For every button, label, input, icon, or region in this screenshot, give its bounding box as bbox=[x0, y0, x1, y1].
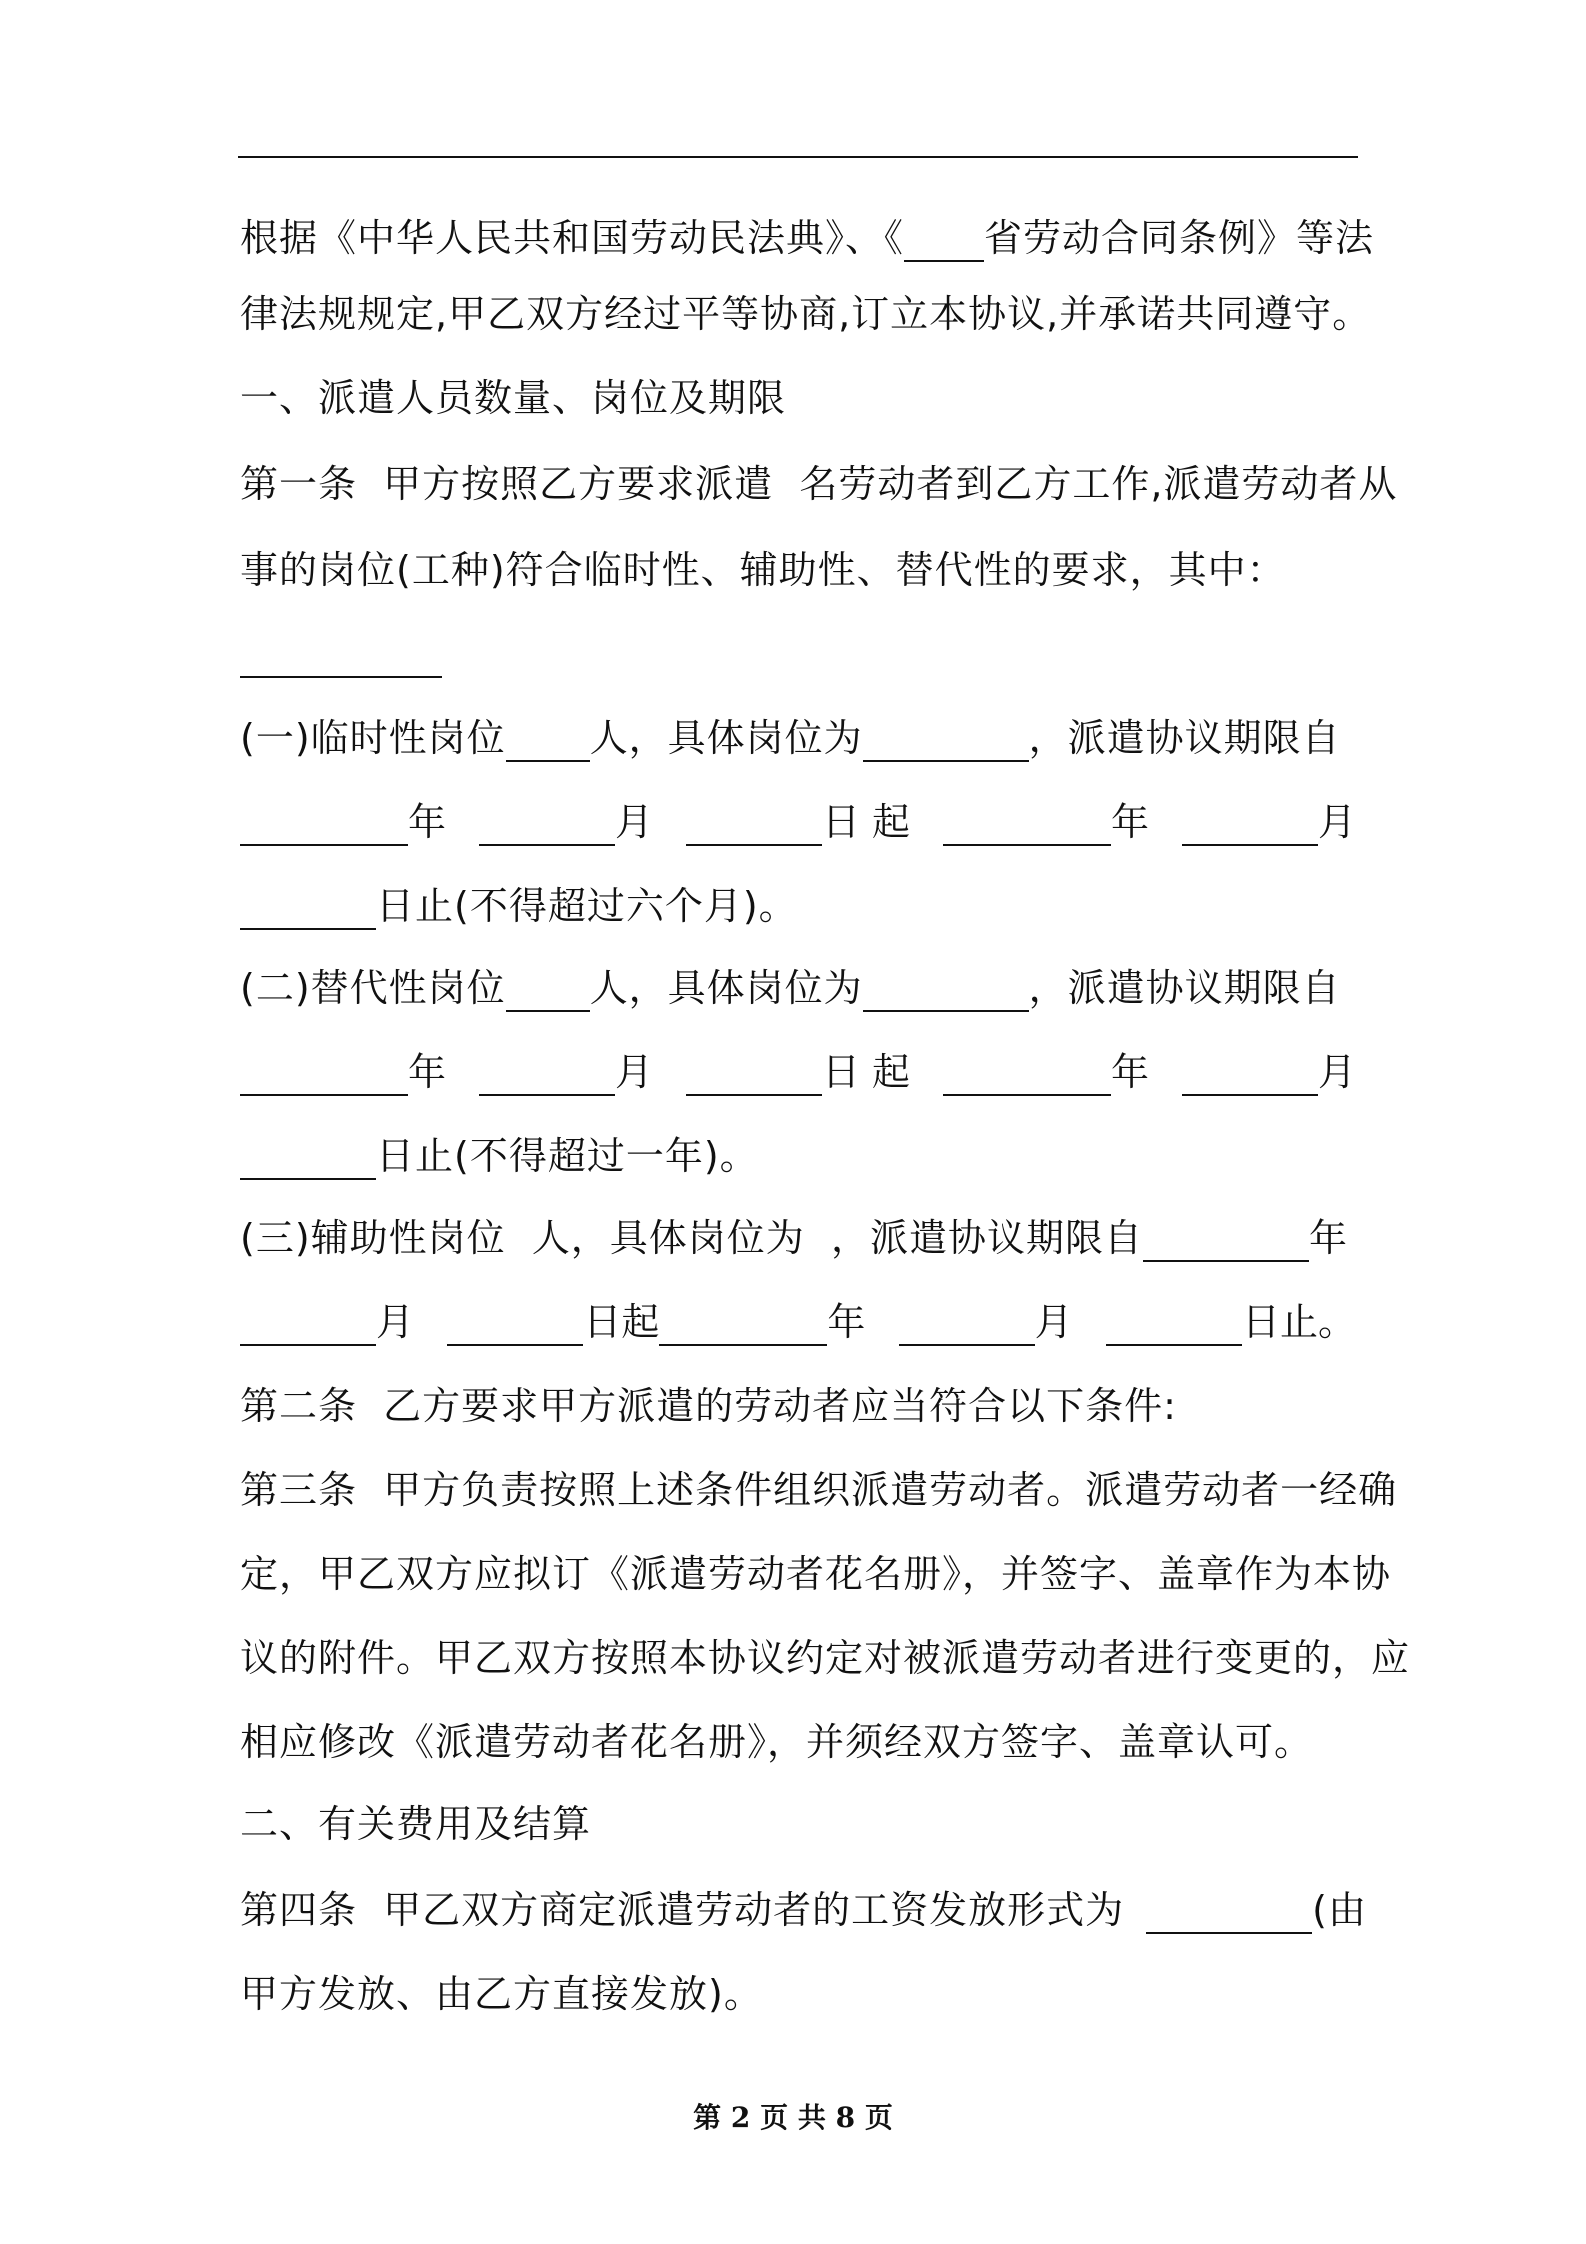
section-heading-2: 二、有关费用及结算 bbox=[240, 1802, 592, 1846]
province-blank bbox=[904, 222, 984, 262]
article-1-line-2: 事的岗位(工种)符合临时性、辅助性、替代性的要求，其中： bbox=[240, 548, 1286, 592]
article-1-blank bbox=[240, 676, 442, 678]
auxiliary-post-line-2: 月 日起 年 月 日止。 bbox=[240, 1298, 1356, 1346]
article-1-line-1: 第一条 甲方按照乙方要求派遣 名劳动者到乙方工作,派遣劳动者从 bbox=[240, 462, 1398, 506]
article-2: 第二条 乙方要求甲方派遣的劳动者应当符合以下条件: bbox=[240, 1384, 1177, 1428]
article-3-line-3: 议的附件。甲乙双方按照本协议约定对被派遣劳动者进行变更的，应 bbox=[240, 1636, 1411, 1680]
temporary-post-line-3: 日止(不得超过六个月)。 bbox=[240, 882, 798, 930]
substitute-post-line-3: 日止(不得超过一年)。 bbox=[240, 1132, 759, 1180]
temporary-post-line-2: 年 月 日 起 年 月 bbox=[240, 798, 1356, 846]
preamble-line-2: 律法规规定,甲乙双方经过平等协商,订立本协议,并承诺共同遵守。 bbox=[240, 292, 1372, 336]
article-3-line-2: 定，甲乙双方应拟订《派遣劳动者花名册》，并签字、盖章作为本协 bbox=[240, 1552, 1392, 1596]
wage-form-blank bbox=[1146, 1894, 1312, 1934]
preamble-line-1: 根据《中华人民共和国劳动民法典》、《 省劳动合同条例》等法 bbox=[240, 216, 1375, 260]
substitute-post-line-1: (二)替代性岗位 人，具体岗位为 ，派遣协议期限自 bbox=[240, 966, 1341, 1010]
temporary-post-line-1: (一)临时性岗位 人，具体岗位为 ，派遣协议期限自 bbox=[240, 716, 1341, 760]
article-3-line-1: 第三条 甲方负责按照上述条件组织派遣劳动者。派遣劳动者一经确 bbox=[240, 1468, 1398, 1512]
page-number: 第 2 页 共 8 页 bbox=[693, 2101, 893, 2134]
auxiliary-post-line-1: (三)辅助性岗位 人，具体岗位为 ，派遣协议期限自 年 bbox=[240, 1216, 1348, 1260]
article-4-line-1: 第四条 甲乙双方商定派遣劳动者的工资发放形式为 (由 bbox=[240, 1888, 1367, 1932]
article-3-line-4: 相应修改《派遣劳动者花名册》，并须经双方签字、盖章认可。 bbox=[240, 1720, 1314, 1764]
article-4-line-2: 甲方发放、由乙方直接发放)。 bbox=[240, 1972, 763, 2016]
substitute-post-line-2: 年 月 日 起 年 月 bbox=[240, 1048, 1356, 1096]
section-heading-1: 一、派遣人员数量、岗位及期限 bbox=[240, 376, 787, 420]
header-rule bbox=[238, 156, 1358, 158]
